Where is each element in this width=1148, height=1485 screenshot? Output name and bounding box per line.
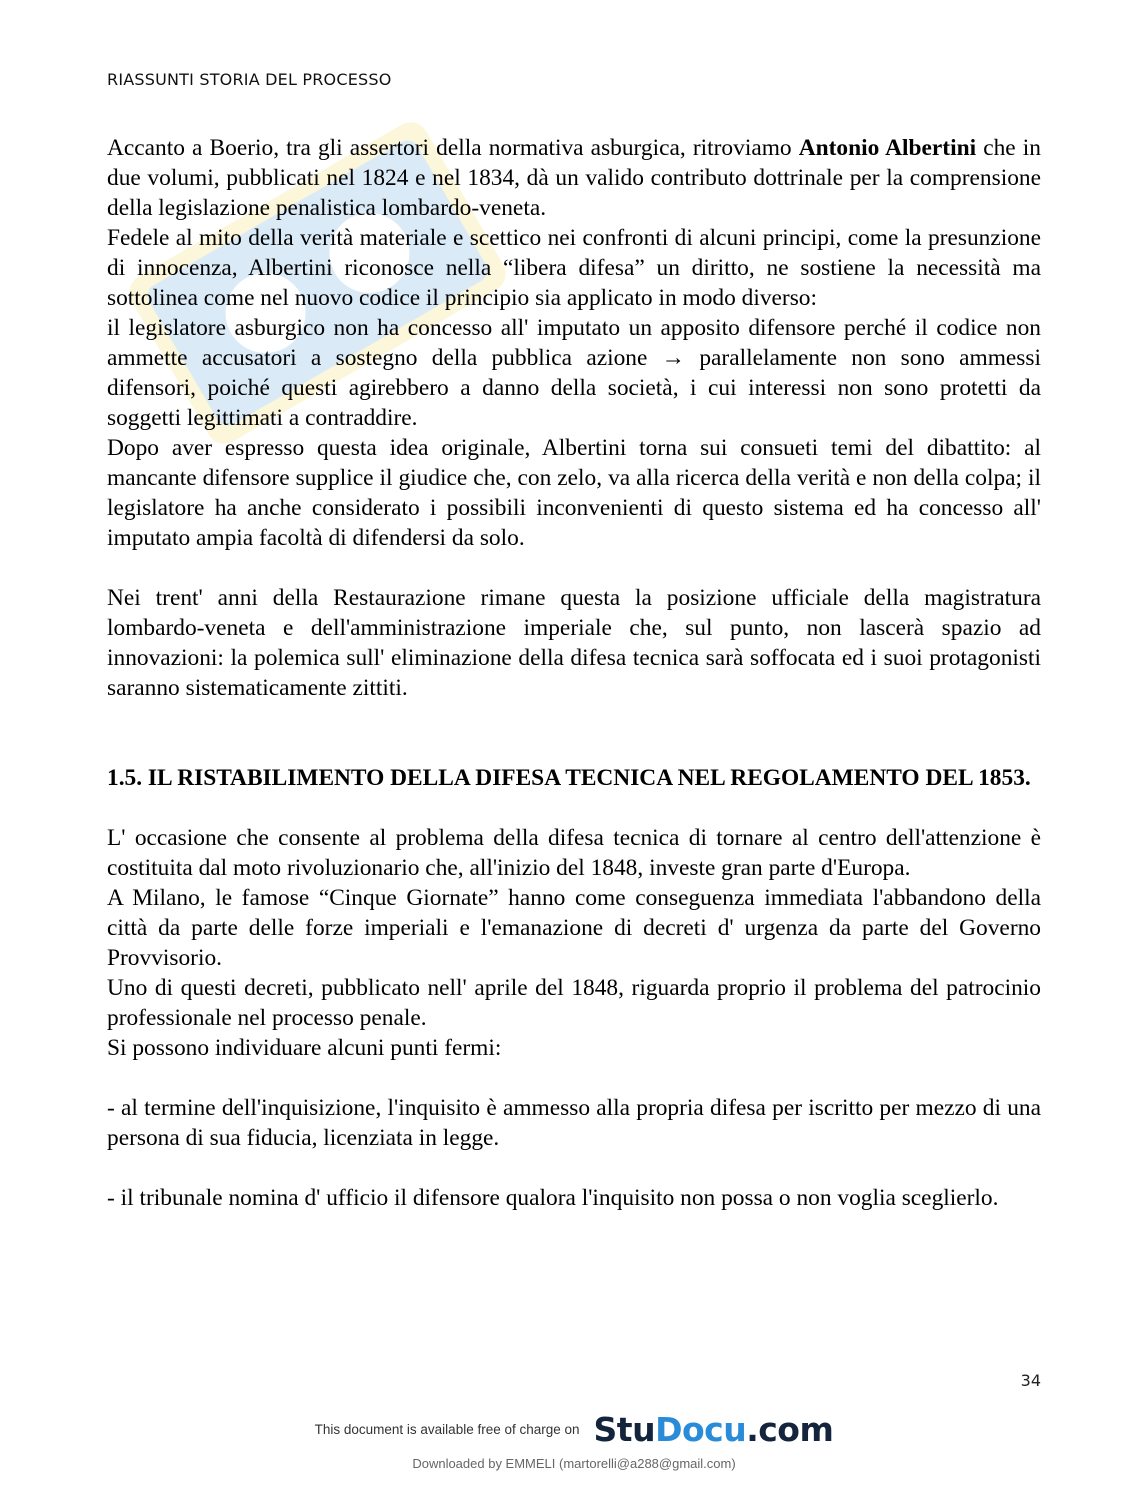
paragraph-5: Nei trent' anni della Restaurazione rimane questa la posizione ufficiale della magistratura lombardo-veneta e dell'amministrazione imperiale che, sul punto, non lascerà spazio ad innovazioni: la polemica sull' eliminazione della difesa tecnica sarà soffocata ed i suoi protagonisti saranno sistematicamente zittiti. bbox=[107, 585, 1041, 701]
spacer bbox=[107, 1153, 1041, 1183]
paragraph-9: Si possono individuare alcuni punti fermi: bbox=[107, 1035, 502, 1061]
studocu-logo-link[interactable] bbox=[594, 1410, 834, 1449]
section-heading: 1.5. IL RISTABILIMENTO DELLA DIFESA TECNICA NEL REGOLAMENTO DEL 1853. bbox=[107, 765, 1031, 791]
studocu-footer bbox=[0, 1410, 1148, 1449]
paragraph-4: Dopo aver espresso questa idea originale, Albertini torna sui consueti temi del dibattito: al mancante difensore supplice il giudice che, con zelo, va alla ricerca della verità e non della colpa; il legislatore ha anche considerato i possibili inconvenienti di questo sistema ed ha concesso all' imputato ampia facoltà di difendersi da solo. bbox=[107, 435, 1041, 551]
running-header: RIASSUNTI STORIA DEL PROCESSO bbox=[107, 70, 392, 89]
logo-text-docu: Docu bbox=[655, 1410, 747, 1449]
paragraph-2: Fedele al mito della verità materiale e scettico nei confronti di alcuni principi, come la presunzione di innocenza, Albertini riconosce nella “libera difesa” un diritto, ne sostiene la necessità ma sottolinea come nel nuovo codice il principio sia applicato in modo diverso: bbox=[107, 225, 1041, 311]
spacer bbox=[107, 553, 1041, 583]
spacer bbox=[107, 1063, 1041, 1093]
bold-name: Antonio Albertini bbox=[798, 135, 977, 161]
spacer bbox=[107, 793, 1041, 823]
download-note: Downloaded by EMMELI (martorelli@a288@gmail.com) bbox=[412, 1456, 736, 1471]
logo-text-stu: Stu bbox=[593, 1410, 656, 1449]
paragraph-7: A Milano, le famose “Cinque Giornate” hanno come conseguenza immediata l'abbandono della città da parte delle forze imperiali e l'emanazione di decreti d' urgenza da parte del Governo Provvisorio. bbox=[107, 885, 1041, 971]
bullet-point-1: - al termine dell'inquisizione, l'inquisito è ammesso alla propria difesa per iscritto per mezzo di una persona di sua fiducia, licenziata in legge. bbox=[107, 1095, 1041, 1151]
document-body bbox=[107, 133, 1041, 1213]
paragraph-8: Uno di questi decreti, pubblicato nell' aprile del 1848, riguarda proprio il problema del patrocinio professionale nel processo penale. bbox=[107, 975, 1041, 1031]
paragraph-6: L' occasione che consente al problema della difesa tecnica di tornare al centro dell'attenzione è costituita dal moto rivoluzionario che, all'inizio del 1848, investe gran parte d'Europa. bbox=[107, 825, 1041, 881]
availability-note: This document is available free of charge on bbox=[314, 1422, 580, 1437]
bullet-point-2: - il tribunale nomina d' ufficio il difensore qualora l'inquisito non possa o non voglia sceglierlo. bbox=[107, 1185, 999, 1211]
logo-text-com: .com bbox=[746, 1410, 834, 1449]
page-number: 34 bbox=[1020, 1371, 1041, 1390]
paragraph-3: il legislatore asburgico non ha concesso all' imputato un apposito difensore perché il codice non ammette accusatori a sostegno della pubblica azione → parallelamente non sono ammessi difensori, poiché questi agirebbero a danno della società, i cui interessi non sono protetti da soggetti legittimati a contraddire. bbox=[107, 315, 1041, 431]
paragraph-1: Accanto a Boerio, tra gli assertori della normativa asburgica, ritroviamo Antonio Albertini che in due volumi, pubblicati nel 1824 e nel 1834, dà un valido contributo dottrinale per la comprensione della legislazione penalistica lombardo-veneta. bbox=[107, 135, 1042, 221]
spacer bbox=[107, 703, 1041, 763]
